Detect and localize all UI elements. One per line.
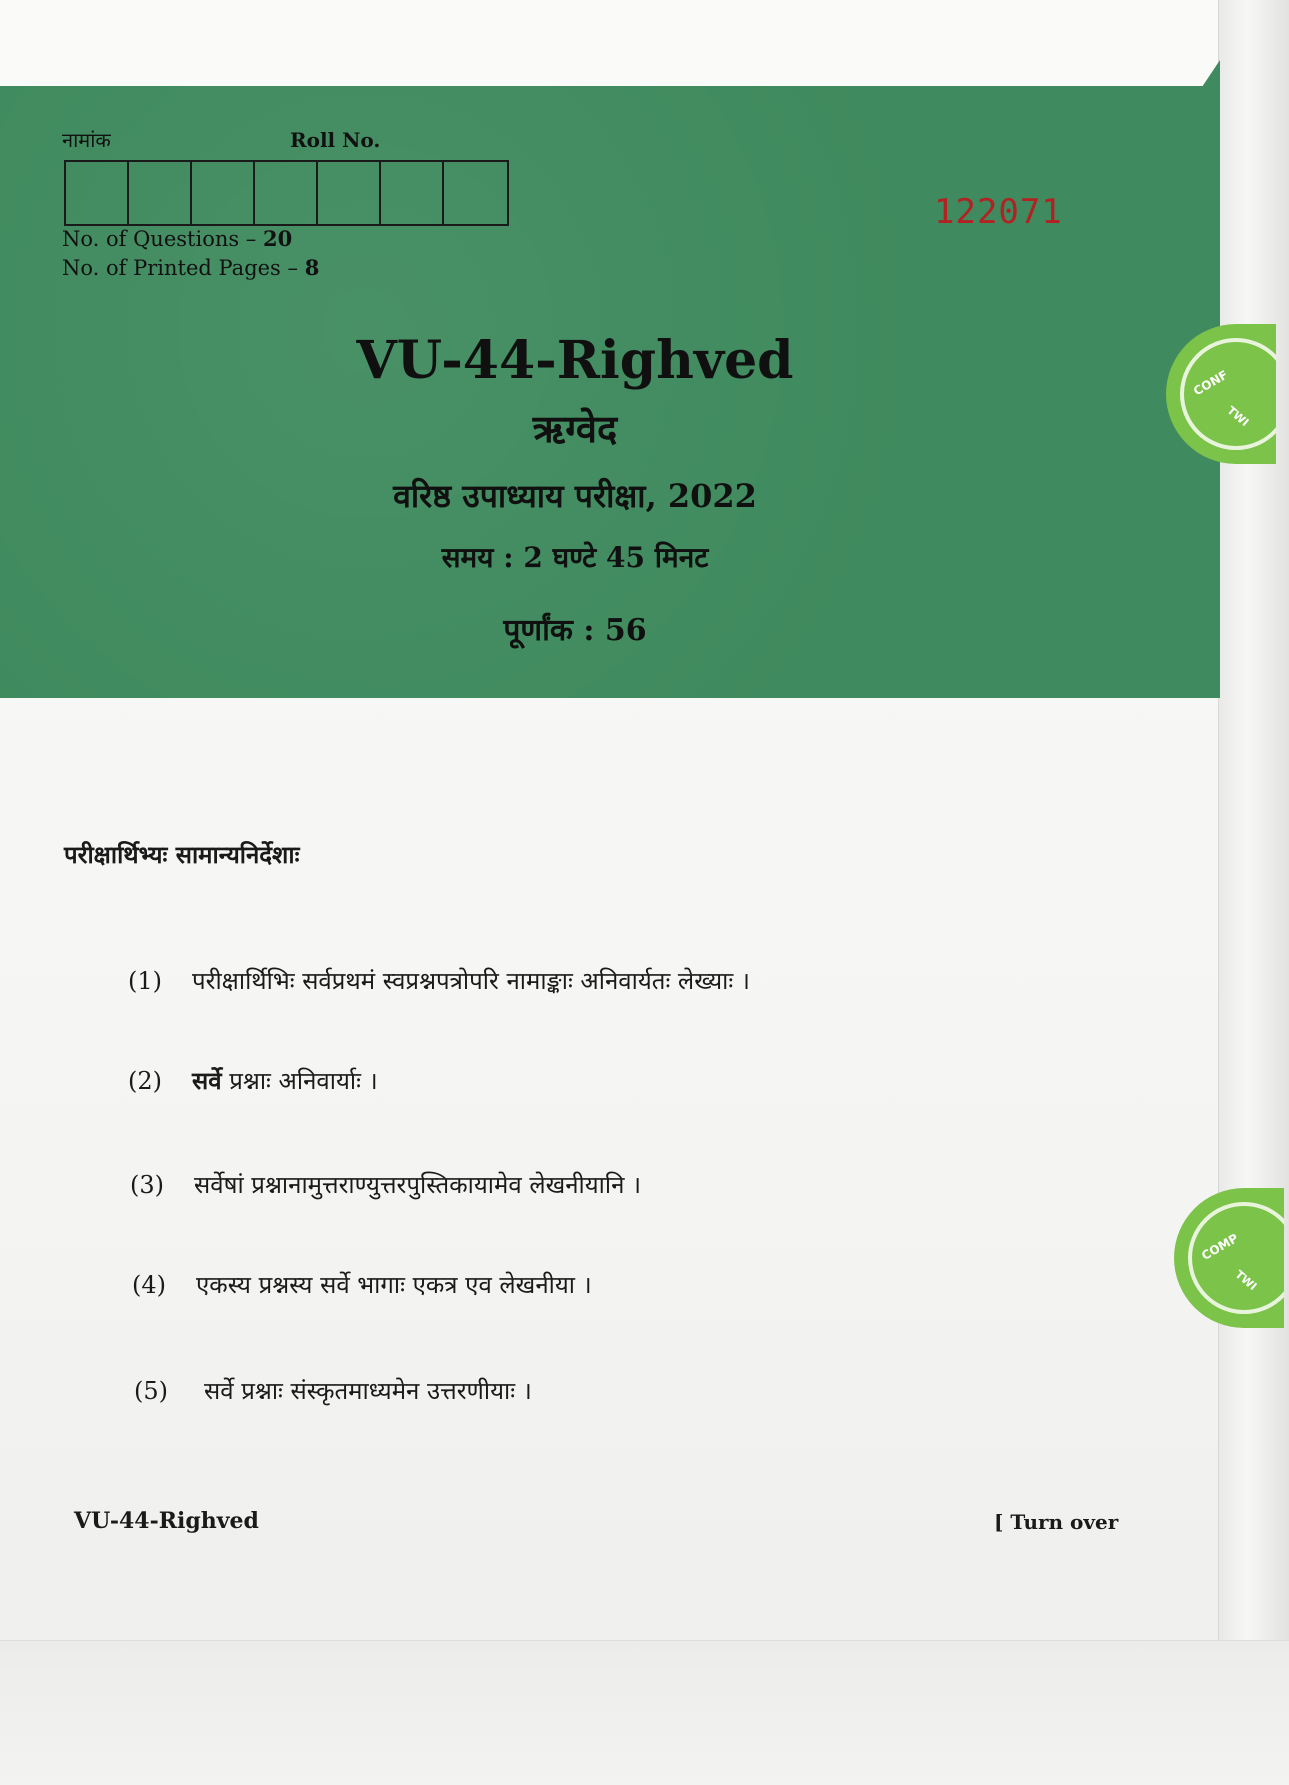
roll-digit-box[interactable] [318, 162, 381, 224]
instruction-item [134, 1374, 532, 1407]
paper-edge [1218, 0, 1289, 1784]
roll-digit-box[interactable] [66, 162, 129, 224]
exam-marks: पूर्णांक : 56 [503, 613, 647, 648]
instruction-number: (4) [132, 1271, 166, 1299]
page-bottom-fold [0, 1640, 1289, 1785]
pages-value: 8 [304, 255, 320, 280]
instruction-emphasis: सर्वे [192, 1066, 222, 1095]
instruction-item [130, 1168, 641, 1201]
roll-number-boxes[interactable] [64, 160, 509, 226]
cover-folded-corner [1160, 60, 1220, 150]
instruction-text: प्रश्नाः अनिवार्याः । [221, 1067, 378, 1095]
serial-number: 122071 [934, 192, 1063, 232]
roll-digit-box[interactable] [129, 162, 192, 224]
instructions-heading: परीक्षार्थिभ्यः सामान्यनिर्देशाः [64, 840, 300, 869]
exam-name: वरिष्ठ उपाध्याय परीक्षा, 2022 [393, 477, 757, 515]
subject-title: ऋग्वेद [532, 406, 618, 451]
questions-count [62, 226, 292, 251]
exam-time: समय : 2 घण्टे 45 मिनट [441, 541, 709, 574]
instruction-item [132, 1268, 592, 1301]
roll-label-english: Roll No. [290, 128, 381, 152]
instruction-text: एकस्य प्रश्नस्य सर्वे भागाः एकत्र एव लेखनीया । [196, 1271, 592, 1299]
roll-digit-box[interactable] [255, 162, 318, 224]
seal-text: CONF [1190, 367, 1231, 399]
roll-digit-box[interactable] [192, 162, 255, 224]
turn-over-note: [ Turn over [994, 1510, 1119, 1534]
footer-paper-code: VU-44-Righved [74, 1508, 259, 1534]
instruction-number: (1) [128, 967, 162, 995]
seal-text-lower: TWI [1224, 403, 1252, 430]
paper-code-title: VU-44-Righved [356, 330, 794, 391]
instruction-number: (2) [128, 1067, 162, 1095]
questions-label: No. of Questions – [62, 227, 263, 251]
instruction-item [128, 964, 750, 997]
roll-digit-box[interactable] [444, 162, 507, 224]
roll-digit-box[interactable] [381, 162, 444, 224]
instruction-item [128, 1064, 378, 1097]
seal-text: COMP [1199, 1231, 1241, 1263]
instruction-text: सर्वेषां प्रश्नानामुत्तराण्युत्तरपुस्तिकायामेव लेखनीयानि । [194, 1171, 642, 1199]
seal-ring [1180, 338, 1276, 450]
instruction-number: (5) [134, 1377, 168, 1405]
instruction-text: सर्वे प्रश्नाः संस्कृतमाध्यमेन उत्तरणीयाः । [204, 1377, 532, 1405]
instruction-number: (3) [130, 1171, 164, 1199]
roll-label-hindi: नामांक [62, 128, 111, 152]
instruction-text: परीक्षार्थिभिः सर्वप्रथमं स्वप्रश्नपत्रोपरि नामाङ्काः अनिवार्यतः लेख्याः । [192, 967, 750, 995]
pages-count [62, 255, 319, 280]
questions-value: 20 [263, 226, 293, 251]
pages-label: No. of Printed Pages – [62, 256, 305, 280]
seal-text-lower: TWI [1232, 1267, 1260, 1294]
